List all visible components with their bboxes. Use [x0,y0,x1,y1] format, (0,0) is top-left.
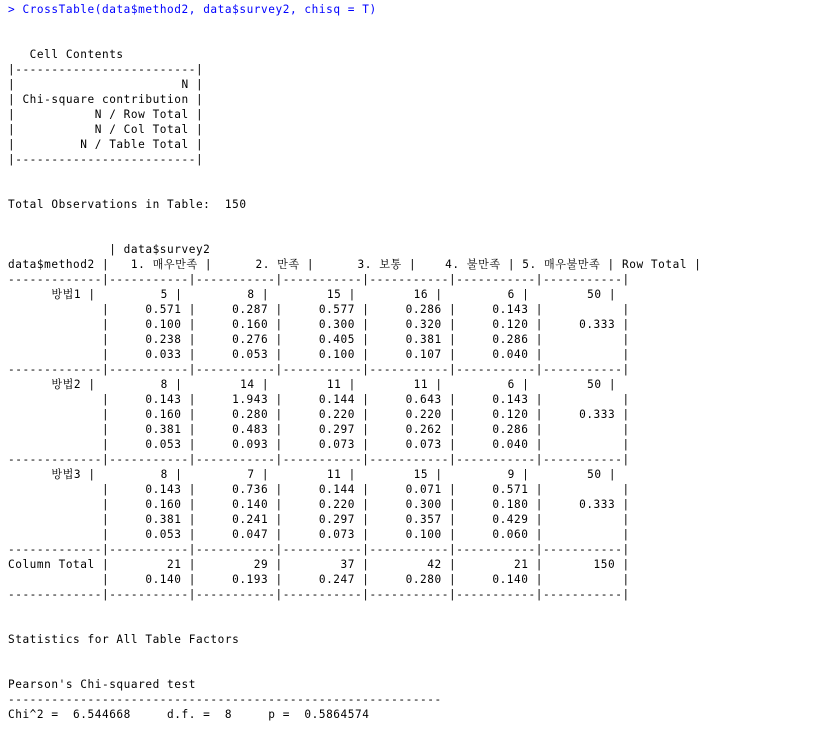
output-line: Total Observations in Table: 150 [8,198,247,211]
output-line: |-------------------------| [8,153,204,166]
output-line [8,17,824,32]
output-line: Chi^2 = 6.544668 d.f. = 8 p = 0.5864574 [8,708,370,721]
output-line: |-------------------------| [8,63,204,76]
output-line: | N / Col Total | [8,123,204,136]
output-line: | 0.381 | 0.483 | 0.297 | 0.262 | 0.286 | | [8,423,630,436]
output-line [8,227,824,242]
output-line: | 0.100 | 0.160 | 0.300 | 0.320 | 0.120 | 0.333 | [8,318,630,331]
output-line: ------------------------------------------------------------ [8,693,442,706]
output-line [8,167,824,182]
output-line: -------------|-----------|-----------|-----------|-----------|-----------|-----------| [8,588,630,601]
output-line: 방법1 | 5 | 8 | 15 | 16 | 6 | 50 | [8,288,617,301]
output-line [8,662,824,677]
output-line [8,617,824,632]
output-line: | N | [8,78,204,91]
output-line: -------------|-----------|-----------|-----------|-----------|-----------|-----------| [8,273,630,286]
output-line [8,647,824,662]
output-line [8,32,824,47]
command-line [8,2,824,17]
output-line: -------------|-----------|-----------|-----------|-----------|-----------|-----------| [8,543,630,556]
output-line: | 0.238 | 0.276 | 0.405 | 0.381 | 0.286 | | [8,333,630,346]
output-line: Statistics for All Table Factors [8,633,240,646]
output-line: | 0.160 | 0.140 | 0.220 | 0.300 | 0.180 | 0.333 | [8,498,630,511]
output-line: 방법2 | 8 | 14 | 11 | 11 | 6 | 50 | [8,378,617,391]
output-line: | 0.053 | 0.047 | 0.073 | 0.100 | 0.060 | | [8,528,630,541]
output-line [8,182,824,197]
output-block [8,17,824,722]
output-line: | 0.571 | 0.287 | 0.577 | 0.286 | 0.143 | | [8,303,630,316]
output-line: | 0.140 | 0.193 | 0.247 | 0.280 | 0.140 | | [8,573,630,586]
output-line: | N / Row Total | [8,108,204,121]
output-line: | 0.053 | 0.093 | 0.073 | 0.073 | 0.040 | | [8,438,630,451]
output-line: Column Total | 21 | 29 | 37 | 42 | 21 | 150 | [8,558,630,571]
output-line: | 0.160 | 0.280 | 0.220 | 0.220 | 0.120 | 0.333 | [8,408,630,421]
output-line: | 0.381 | 0.241 | 0.297 | 0.357 | 0.429 | | [8,513,630,526]
prompt-symbol: > [8,3,16,16]
output-line: | N / Table Total | [8,138,204,151]
output-line: | data$survey2 [8,243,211,256]
output-line: -------------|-----------|-----------|-----------|-----------|-----------|-----------| [8,363,630,376]
output-line [8,602,824,617]
output-line: data$method2 | 1. 매우만족 | 2. 만족 | 3. 보통 | 4. 불만족 | 5. 매우불만족 | Row Total | [8,258,702,271]
output-line: Pearson's Chi-squared test [8,678,196,691]
output-line: Cell Contents [8,48,124,61]
output-line: | 0.143 | 1.943 | 0.144 | 0.643 | 0.143 | | [8,393,630,406]
output-line: | 0.033 | 0.053 | 0.100 | 0.107 | 0.040 | | [8,348,630,361]
output-line: 방법3 | 8 | 7 | 11 | 15 | 9 | 50 | [8,468,617,481]
output-line: | Chi-square contribution | [8,93,204,106]
output-line: | 0.143 | 0.736 | 0.144 | 0.071 | 0.571 | | [8,483,630,496]
output-line: -------------|-----------|-----------|-----------|-----------|-----------|-----------| [8,453,630,466]
output-line [8,212,824,227]
command-text: CrossTable(data$method2, data$survey2, chisq = T) [22,3,377,16]
